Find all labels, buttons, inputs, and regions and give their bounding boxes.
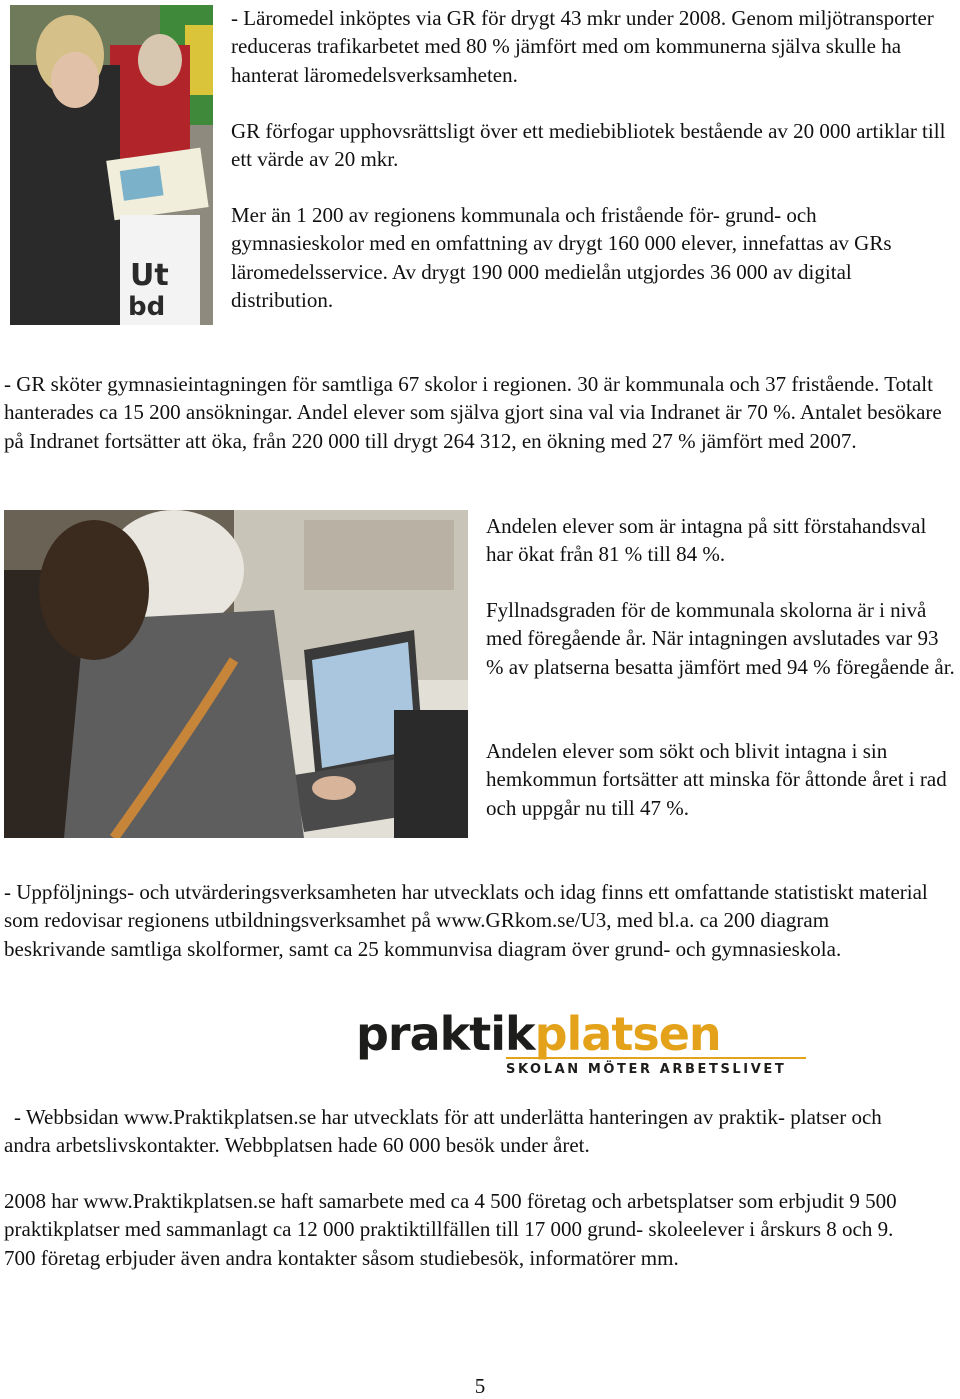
page-number: 5: [474, 1374, 486, 1398]
paragraph-website: - Webbsidan www.Praktikplatsen.se har utvecklats för att underlätta hanteringen av praktik- platser och andra arbetslivskontakter. Webbplatsen hade 60 000 besök under året.: [4, 1105, 882, 1158]
logo-tagline: SKOLAN MÖTER ARBETSLIVET: [506, 1057, 806, 1081]
paragraph-textbooks: - Läromedel inköptes via GR för drygt 43 mkr under 2008. Genom miljötransporter reduceras trafikarbetet med 80 % jämfört med om kommunerna själva skulle ha hanterat läromedelsverksamheten.: [231, 6, 934, 87]
praktikplatsen-logo: [356, 1007, 812, 1080]
paragraph-followup: - Uppföljnings- och utvärderingsverksamheten har utvecklats och idag finns ett omfattande statistiskt material som redovisar regionens utbildningsverksamhet på www.GRkom.se/U3, med bl.a. ca 200 diagram beskrivande samtliga skolformer, samt ca 25 kommunvisa diagram över grund- och gymnasieskola.: [4, 880, 928, 961]
paragraph-home-municipality: Andelen elever som sökt och blivit intagna i sin hemkommun fortsätter att minska för åttonde året i rad och uppgår nu till 47 %.: [486, 739, 947, 820]
paragraph-collaboration: 2008 har www.Praktikplatsen.se haft samarbete med ca 4 500 företag och arbetsplatser som erbjudit 9 500 praktikplatser med sammanlagt ca 12 000 praktiktillfällen till 17 000 grund- skoleelever i årskurs 8 och 9. 700 företag erbjuder även andra kontakter såsom studiebesök, informatörer mm.: [4, 1189, 897, 1270]
photo-book-fair: [10, 5, 213, 325]
paragraph-schools: Mer än 1 200 av regionens kommunala och fristående för- grund- och gymnasieskolor med en omfattning av drygt 160 000 elever, innefattas av GRs läromedelsservice. Av drygt 190 000 medielån utgjordes 36 000 av digital distribution.: [231, 203, 892, 312]
svg-text:Ut: Ut: [130, 258, 169, 293]
paragraph-fill-rate: Fyllnadsgraden för de kommunala skolorna är i nivå med föregående år. När intagningen avslutades var 93 % av platserna besatta jämfört med 94 % föregående år.: [486, 598, 955, 679]
paragraph-media-library: GR förfogar upphovsrättsligt över ett mediebibliotek bestående av 20 000 artiklar till ett värde av 20 mkr.: [231, 119, 946, 172]
svg-text:bd: bd: [128, 292, 166, 322]
paragraph-admissions: - GR sköter gymnasieintagningen för samtliga 67 skolor i regionen. 30 är kommunala och 37 fristående. Totalt hanterades ca 15 200 ansökningar. Andel elever som själva gjort sina val via Indranet är 70 %. Antalet besökare på Indranet fortsätter att öka, från 220 000 till drygt 264 312, en ökning med 27 % jämfört med 2007.: [4, 372, 942, 453]
photo-students-laptop: [4, 510, 468, 838]
paragraph-first-choice: Andelen elever som är intagna på sitt förstahandsval har ökat från 81 % till 84 %.: [486, 514, 927, 567]
logo-wordmark: praktikplatsen: [356, 1007, 721, 1061]
